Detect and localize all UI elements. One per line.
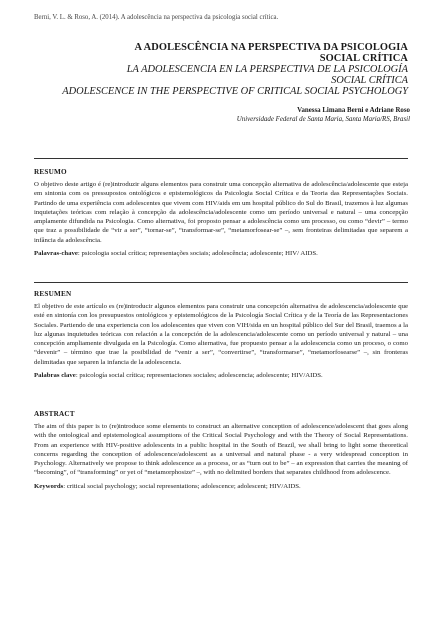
resumo-heading: RESUMO xyxy=(34,168,67,176)
title-portuguese-line1: A ADOLESCÊNCIA NA PERSPECTIVA DA PSICOLOGIA xyxy=(134,42,408,53)
author-affiliation: Universidade Federal de Santa Maria, Santa Maria/RS, Brasil xyxy=(236,116,410,123)
author-names: Vanessa Limana Berni e Adriane Roso xyxy=(297,107,410,114)
title-block xyxy=(30,42,408,97)
resumo-keywords-label: Palavras-chave xyxy=(34,249,78,257)
section-divider xyxy=(34,158,408,159)
title-english: ADOLESCENCE IN THE PERSPECTIVE OF CRITICAL SOCIAL PSYCHOLOGY xyxy=(62,86,408,97)
resumo-keywords-list: : psicologia social crítica; representações sociais; adolescência; adolescente; HIV/ AIDS. xyxy=(77,249,318,257)
resumen-keywords-label: Palabras clave xyxy=(34,371,76,379)
author-block xyxy=(237,106,410,124)
section-divider xyxy=(34,282,408,283)
abstract-keywords-label: Keywords xyxy=(34,482,64,490)
resumen-heading: RESUMEN xyxy=(34,290,72,298)
resumen-section xyxy=(34,290,408,380)
title-spanish-line2: SOCIAL CRÍTICA xyxy=(331,75,408,86)
resumen-keywords xyxy=(34,371,408,380)
resumo-keywords xyxy=(34,249,408,258)
title-portuguese-line2: SOCIAL CRÍTICA xyxy=(319,53,408,64)
resumen-keywords-list: : psicología social crítica; representaciones sociales; adolescencia; adolescente; HIV/AIDS. xyxy=(75,371,323,379)
abstract-body: The aim of this paper is to (re)introduce some elements to construct an alternative conception of adolescence/adolescent that goes along with the ontological and epistemological assumptions of the Critical Social Psychology and with the Theory of Social Representations. From an experience with HIV-positive adolescents in a public hospital in the South of Brazil, we shall bring to light some theoretical concerns regarding the conception of adolescence/adolescent as a universal and natural phase - a very widespread conception in Psychology. Alternatively we propose to think adolescence as a process, or as “turn out to be” – an expression that carries the meaning of “becoming”, of “transforming” or yet of “metamorphosize” –, with no delimited borders that separates childhood from adolescence. xyxy=(34,423,408,477)
abstract-section xyxy=(34,410,408,491)
abstract-keywords xyxy=(34,482,408,491)
resumo-section xyxy=(34,168,408,258)
resumo-body: O objetivo deste artigo é (re)introduzir alguns elementos para construir uma concepção alternativa de adolescência/adolescente que esteja em sintonia com os pressupostos ontológicos e epistemológicos da Psicologia Social Crítica e da Teoria das Representações Sociais. Partindo de uma experiência com adolescentes que vivem com HIV/aids em um hospital público do Sul do Brasil, trazemos à luz algumas inquietações teóricas com relação à concepção da adolescência/adolescente como um período universal e natural – uma concepção amplamente difundida na Psicologia. Como alternativa, foi proposto pensar a adolescência como um processo, ou como “devir” – termo que traz a possibilidade de “vir a ser”, “tornar-se”, “transformar-se”, “metamorfosear-se” –, sem fronteiras delimitadas que separem a infância da adolescência. xyxy=(34,181,408,244)
running-header: Berni, V. L. & Roso, A. (2014). A adolescência na perspectiva da psicologia social crítica. xyxy=(34,14,279,21)
abstract-keywords-list: : critical social psychology; social representations; adolescence; adolescent; HIV/AIDS. xyxy=(63,482,301,490)
abstract-heading: ABSTRACT xyxy=(34,410,75,418)
resumen-body: El objetivo de este artículo es (re)introducir algunos elementos para construir una concepción alternativa de adolescencia/adolescente que esté en sintonía con los presupuestos ontológicos y epistemológicos de la Psicología Social Crítica y de la Teoría de las Representaciones Sociales. Partiendo de una experiencia con los adolescentes que viven con VIH/sida en un hospital público del Sur del Brasil, traemos a la luz algunas inquietudes teóricas con relación a la concepción de la adolescencia/adolescente como un período universal y natural – una concepción ampliamente divulgada en la Psicología. Como alternativa, fue propuesto pensar a la adolescencia como un proceso, o como “devenir” – término que trae la posibilidad de “venir a ser”, “convertirse”, “transformarse”, “metamorfosearse” –, sin fronteras delimitadas que separen la infancia de la adolescencia. xyxy=(34,303,408,366)
title-spanish-line1: LA ADOLESCENCIA EN LA PERSPECTIVA DE LA PSICOLOGÍA xyxy=(126,64,408,75)
